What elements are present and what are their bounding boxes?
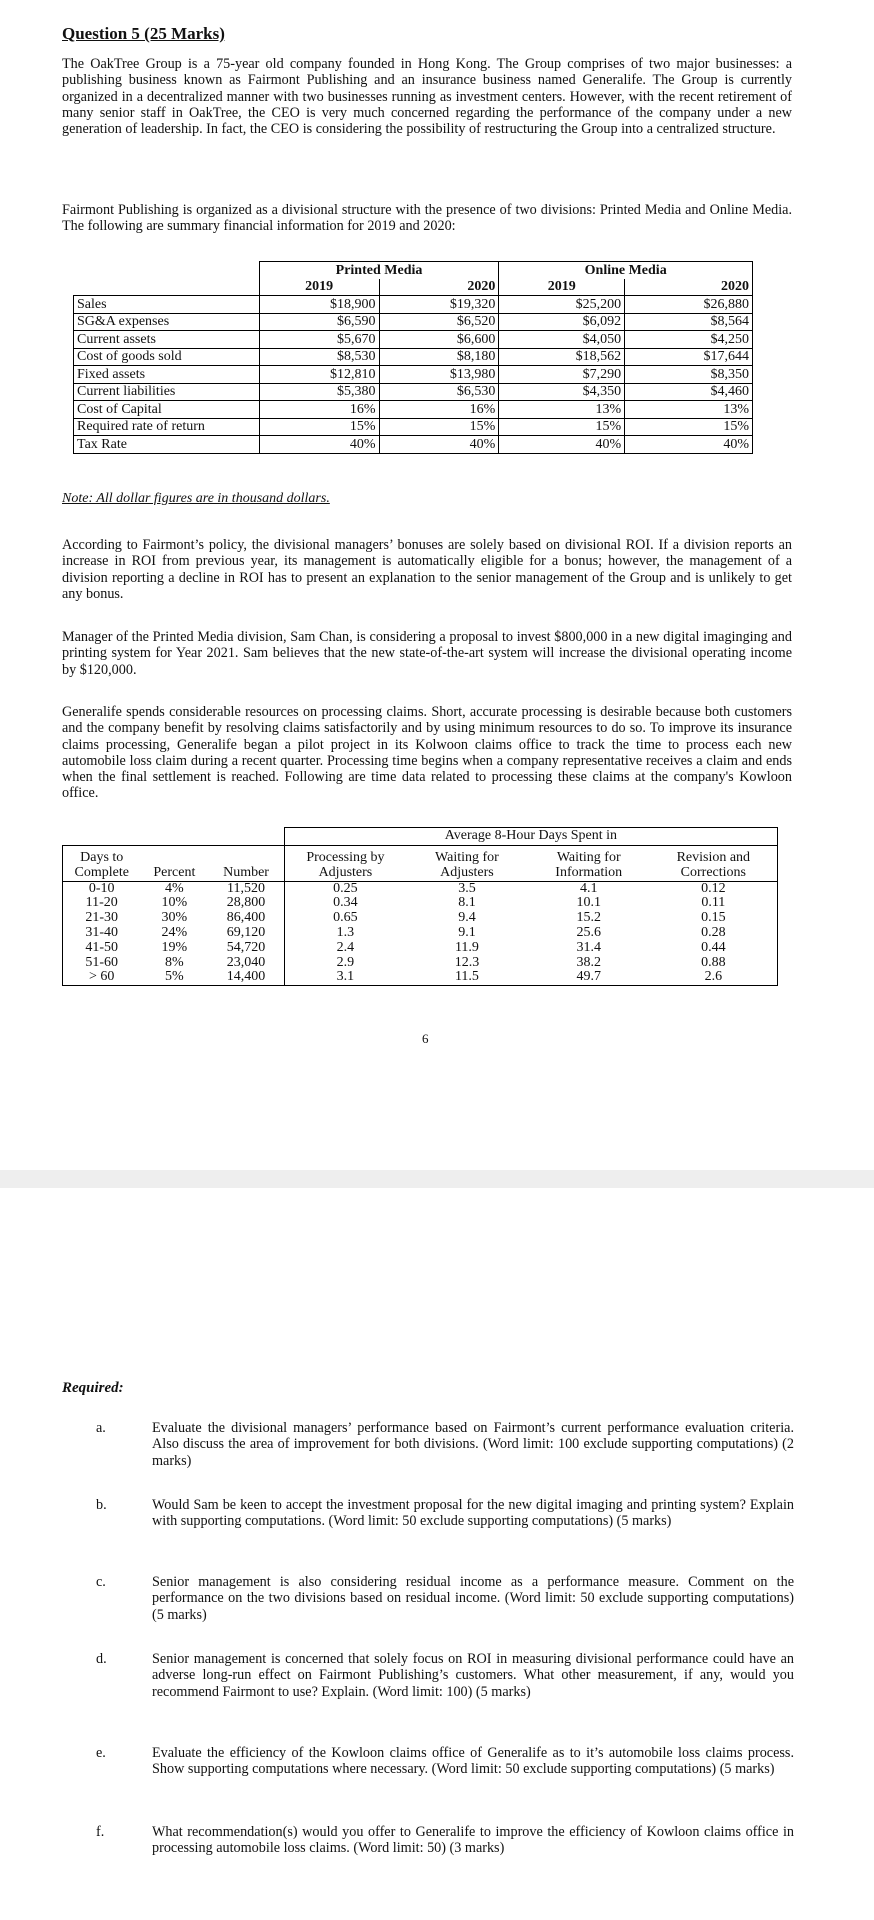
- required-label: Required:: [62, 1380, 124, 1396]
- row-value: $4,250: [625, 331, 753, 349]
- row-value: $25,200: [499, 296, 625, 314]
- claims-cell: 11-20: [63, 896, 141, 911]
- claims-cell: 9.4: [458, 910, 476, 926]
- claims-cell: 0.88: [650, 956, 778, 971]
- question-text: Evaluate the efficiency of the Kowloon claims office of Generalife as to it’s automobile loss claims process. Show supporting computations where necessary. (Word limit: 50 exclude supporting computations) (5 marks): [152, 1745, 794, 1778]
- row-value: $17,644: [625, 348, 753, 366]
- claims-cell: 30%: [161, 910, 188, 926]
- claims-cell: 5%: [140, 970, 208, 985]
- row-value: $7,290: [499, 366, 625, 384]
- row-value: 40%: [379, 436, 499, 454]
- row-value: $5,380: [259, 383, 379, 401]
- claims-row: [63, 926, 778, 941]
- question-text: Senior management is concerned that solely focus on ROI in measuring divisional performance could have an adverse long-run effect on Fairmont Publishing’s customers. What other measurement, if any, would you recommend Fairmont to use? Explain. (Word limit: 100) (5 marks): [152, 1651, 794, 1700]
- row-label: SG&A expenses: [74, 313, 260, 331]
- claims-cell: 0.44: [650, 941, 778, 956]
- claims-header: Processing by: [306, 850, 385, 865]
- financial-row: [74, 331, 753, 349]
- claims-cell: 11,520: [208, 881, 284, 896]
- claims-cell: 31.4: [576, 939, 601, 955]
- claims-row: [63, 970, 778, 985]
- row-value: 15%: [625, 418, 753, 436]
- claims-cell: 0-10: [63, 881, 141, 896]
- financial-row: [74, 401, 753, 419]
- page-two: [0, 1188, 874, 1920]
- claims-header: Waiting for: [435, 850, 499, 865]
- row-value: $6,530: [379, 383, 499, 401]
- financial-row: [74, 348, 753, 366]
- claims-cell: 49.7: [528, 970, 650, 985]
- claims-cell: 31-40: [63, 926, 141, 941]
- row-value: 13%: [625, 401, 753, 419]
- question-text: Senior management is also considering residual income as a performance measure. Comment on the performance on the two divisions based on residual income. (Word limit: 50 exclude supporting computations) (5 marks): [152, 1574, 794, 1623]
- claims-cell: 28,800: [208, 896, 284, 911]
- row-label: Current liabilities: [74, 383, 260, 401]
- row-label: Cost of goods sold: [74, 348, 260, 366]
- claims-cell: 8%: [165, 954, 184, 970]
- claims-row: [63, 881, 778, 896]
- claims-cell: 69,120: [208, 926, 284, 941]
- manager-paragraph: Manager of the Printed Media division, Sam Chan, is considering a proposal to invest $800,000 in a new digital imaginging and printing system for Year 2021. Sam believes that the new state-of-the-art system will increase the divisional operating income by $120,000.: [62, 629, 792, 678]
- financial-table: [73, 261, 753, 454]
- group-online-media: Online Media: [499, 262, 753, 279]
- claims-table: [62, 827, 778, 986]
- question-text: Evaluate the divisional managers’ performance based on Fairmont’s current performance evaluation criteria. Also discuss the area of improvement for both divisions. (Word limit: 100 exclude supporting computations) (2 marks): [152, 1420, 794, 1469]
- year-header: 2019: [259, 279, 379, 296]
- claims-cell: 0.12: [650, 881, 778, 896]
- claims-cell: 24%: [161, 924, 188, 940]
- row-value: 13%: [499, 401, 625, 419]
- row-value: 15%: [499, 418, 625, 436]
- row-value: $18,562: [499, 348, 625, 366]
- generalife-paragraph: Generalife spends considerable resources on processing claims. Short, accurate processing is desirable because both customers and the company benefit by resolving claims satisfactorily and by using minimum resources to do so. To improve its insurance claims processing, Generalife began a pilot project in its Kolwoon claims office to track the time to process each new automobile loss claim during a recent quarter. Processing time begins when a company representative receives a claim and ends when the final settlement is reached. Following are time data related to processing these claims at the company's Kowloon office.: [62, 704, 792, 802]
- claims-cell: 0.11: [650, 896, 778, 911]
- row-value: $13,980: [379, 366, 499, 384]
- claims-cell: 9.1: [458, 924, 476, 940]
- row-value: $6,600: [379, 331, 499, 349]
- question-text: What recommendation(s) would you offer to Generalife to improve the efficiency of Kowloon claims office in processing automobile loss claims. (Word limit: 50) (3 marks): [152, 1824, 794, 1857]
- claims-cell: 2.4: [336, 939, 355, 955]
- claims-cell: 2.6: [650, 970, 778, 985]
- claims-cell: 0.34: [333, 895, 358, 911]
- row-value: $4,050: [499, 331, 625, 349]
- financial-row: [74, 366, 753, 384]
- table-note: Note: All dollar figures are in thousand dollars.: [62, 491, 330, 506]
- question-letter: f.: [96, 1824, 105, 1840]
- row-value: 16%: [379, 401, 499, 419]
- claims-cell: > 60: [63, 970, 141, 985]
- question-heading: Question 5 (25 Marks): [62, 24, 225, 43]
- claims-row: [63, 956, 778, 971]
- claims-header: Complete: [63, 866, 141, 881]
- claims-row: [63, 911, 778, 926]
- row-value: 15%: [259, 418, 379, 436]
- row-value: 16%: [259, 401, 379, 419]
- row-value: $12,810: [259, 366, 379, 384]
- row-value: 15%: [379, 418, 499, 436]
- claims-cell: 10.1: [576, 895, 601, 911]
- financial-row: [74, 383, 753, 401]
- row-label: Current assets: [74, 331, 260, 349]
- row-value: $8,180: [379, 348, 499, 366]
- row-value: 40%: [259, 436, 379, 454]
- claims-cell: 2.9: [336, 954, 355, 970]
- claims-cell: 3.5: [458, 880, 476, 896]
- claims-cell: 11.5: [406, 970, 528, 985]
- group-printed-media: Printed Media: [259, 262, 499, 279]
- claims-cell: 11.9: [454, 939, 479, 955]
- question-text: Would Sam be keen to accept the investment proposal for the new digital imaging and printing system? Explain with supporting computations. (Word limit: 50 exclude supporting computations) (5 marks): [152, 1497, 794, 1530]
- row-label: Fixed assets: [74, 366, 260, 384]
- page-number: 6: [422, 1031, 429, 1046]
- claims-header: Information: [528, 866, 650, 881]
- row-label: Cost of Capital: [74, 401, 260, 419]
- row-value: $8,564: [625, 313, 753, 331]
- row-value: 40%: [625, 436, 753, 454]
- claims-cell: 0.15: [650, 911, 778, 926]
- row-value: $6,590: [259, 313, 379, 331]
- claims-cell: 25.6: [576, 924, 601, 940]
- row-value: $4,460: [625, 383, 753, 401]
- row-value: $19,320: [379, 296, 499, 314]
- year-header: 2020: [625, 279, 753, 296]
- claims-cell: 0.25: [333, 880, 358, 896]
- claims-cell: 41-50: [63, 941, 141, 956]
- claims-cell: 4.1: [579, 880, 598, 896]
- row-label: Required rate of return: [74, 418, 260, 436]
- policy-paragraph: According to Fairmont’s policy, the divisional managers’ bonuses are solely based on divisional ROI. If a division reports an increase in ROI from previous year, its management is automatically eligible for a bonus; however, the management of a division reporting a decline in ROI has to present an explanation to the senior management of the Group and is unlikely to get any bonus.: [62, 537, 792, 602]
- row-value: $5,670: [259, 331, 379, 349]
- claims-header: Adjusters: [284, 866, 406, 881]
- claims-cell: 12.3: [454, 954, 480, 970]
- financial-row: [74, 436, 753, 454]
- year-header: 2019: [499, 279, 625, 296]
- row-label: Tax Rate: [74, 436, 260, 454]
- claims-row: [63, 941, 778, 956]
- claims-cell: 1.3: [336, 924, 355, 940]
- question-letter: a.: [96, 1420, 106, 1436]
- fairmont-intro-paragraph: Fairmont Publishing is organized as a divisional structure with the presence of two divisions: Printed Media and Online Media. The following are summary financial information for 2019 and 2020:: [62, 202, 792, 235]
- question-letter: c.: [96, 1574, 106, 1590]
- claims-cell: 19%: [161, 939, 188, 955]
- question-letter: b.: [96, 1497, 107, 1513]
- row-value: 40%: [499, 436, 625, 454]
- claims-cell: 54,720: [208, 941, 284, 956]
- financial-row: [74, 296, 753, 314]
- page-separator: [0, 1170, 874, 1188]
- claims-cell: 15.2: [576, 910, 601, 926]
- claims-cell: 0.28: [650, 926, 778, 941]
- financial-row: [74, 418, 753, 436]
- row-value: $8,350: [625, 366, 753, 384]
- claims-cell: 8.1: [458, 895, 476, 911]
- row-value: $18,900: [259, 296, 379, 314]
- row-value: $26,880: [625, 296, 753, 314]
- claims-cell: 3.1: [284, 970, 406, 985]
- claims-cell: 38.2: [576, 954, 601, 970]
- claims-cell: 23,040: [208, 956, 284, 971]
- question-letter: e.: [96, 1745, 106, 1761]
- claims-header: Waiting for: [556, 850, 621, 865]
- row-value: $6,520: [379, 313, 499, 331]
- claims-header: Corrections: [650, 866, 778, 881]
- claims-header: Number: [208, 866, 284, 881]
- row-label: Sales: [74, 296, 260, 314]
- claims-cell: 4%: [165, 880, 184, 896]
- claims-cell: 51-60: [63, 956, 141, 971]
- claims-cell: 0.65: [333, 910, 358, 926]
- intro-paragraph: The OakTree Group is a 75-year old company founded in Hong Kong. The Group comprises of two major businesses: a publishing business known as Fairmont Publishing and an insurance business named Generalife. The Group is currently organized in a decentralized manner with two businesses running as investment centers. However, with the recent retirement of many senior staff in OakTree, the CEO is very much concerned regarding the performance of the company under a new generation of leadership. In fact, the CEO is considering the possibility of restructuring the Group into a centralized structure.: [62, 56, 792, 138]
- row-value: $4,350: [499, 383, 625, 401]
- row-value: $8,530: [259, 348, 379, 366]
- claims-cell: 21-30: [63, 911, 141, 926]
- year-header: 2020: [379, 279, 499, 296]
- claims-header: Revision and: [650, 846, 778, 866]
- claims-header: Percent: [140, 866, 208, 881]
- claims-row: [63, 896, 778, 911]
- question-letter: d.: [96, 1651, 107, 1667]
- claims-super-header: Average 8-Hour Days Spent in: [284, 828, 777, 846]
- row-value: $6,092: [499, 313, 625, 331]
- claims-header: Adjusters: [406, 866, 528, 881]
- claims-cell: 10%: [161, 895, 188, 911]
- claims-cell: 86,400: [208, 911, 284, 926]
- claims-cell: 14,400: [208, 970, 284, 985]
- claims-header: Days to: [63, 846, 141, 866]
- financial-row: [74, 313, 753, 331]
